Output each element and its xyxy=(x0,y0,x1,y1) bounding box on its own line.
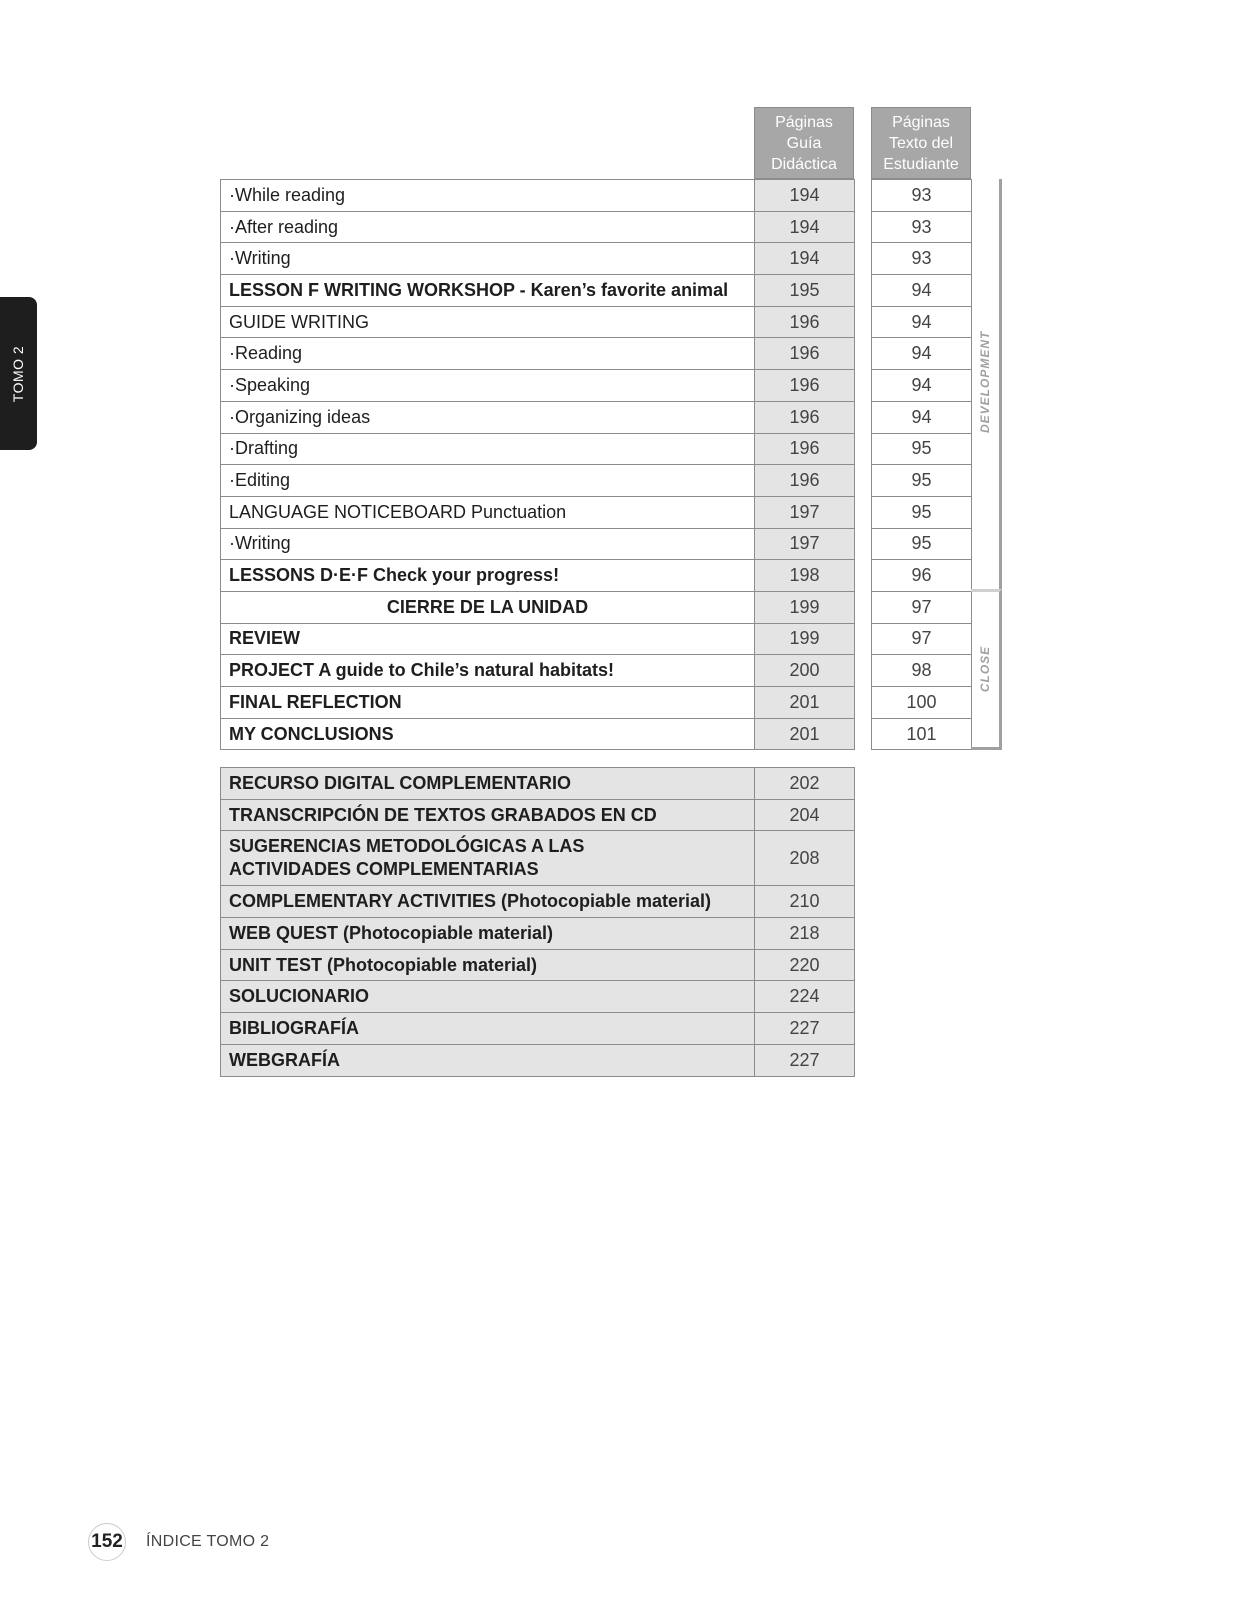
table-row xyxy=(221,1013,855,1045)
column-gap xyxy=(855,211,872,243)
guia-page: 224 xyxy=(755,981,855,1013)
guia-page: 202 xyxy=(755,768,855,800)
entry-label: UNIT TEST (Photocopiable material) xyxy=(221,949,755,981)
entry-label: BIBLIOGRAFÍA xyxy=(221,1013,755,1045)
header-paginas-texto-estudiante xyxy=(871,107,971,179)
texto-page: 96 xyxy=(872,560,972,592)
entry-label: GUIDE WRITING xyxy=(221,306,755,338)
texto-page: 93 xyxy=(872,180,972,212)
table-row xyxy=(221,243,972,275)
guia-page: 196 xyxy=(755,401,855,433)
footer-title: ÍNDICE TOMO 2 xyxy=(146,1533,270,1550)
guia-page: 210 xyxy=(755,886,855,918)
table-row xyxy=(221,465,972,497)
table-row xyxy=(221,718,972,750)
table-row xyxy=(221,591,972,623)
entry-label: MY CONCLUSIONS xyxy=(221,718,755,750)
side-tab-label: TOMO 2 xyxy=(10,345,27,402)
entry-label: LESSONS D·E·F Check your progress! xyxy=(221,560,755,592)
guia-page: 201 xyxy=(755,687,855,719)
column-gap xyxy=(855,718,872,750)
column-gap xyxy=(855,687,872,719)
entry-label: ·After reading xyxy=(221,211,755,243)
entry-label-line: ACTIVIDADES COMPLEMENTARIAS xyxy=(229,859,539,880)
texto-page: 95 xyxy=(872,433,972,465)
page-footer xyxy=(88,1523,269,1561)
guia-page: 196 xyxy=(755,465,855,497)
table-row xyxy=(221,918,855,950)
table-row xyxy=(221,370,972,402)
index-table-resources xyxy=(220,767,855,1077)
table-row xyxy=(221,831,855,886)
entry-label: ·Speaking xyxy=(221,370,755,402)
table-row xyxy=(221,211,972,243)
texto-page: 94 xyxy=(872,306,972,338)
table-row xyxy=(221,886,855,918)
entry-label: REVIEW xyxy=(221,623,755,655)
texto-page: 97 xyxy=(872,591,972,623)
table-row xyxy=(221,1044,855,1076)
guia-page: 198 xyxy=(755,560,855,592)
column-gap xyxy=(855,655,872,687)
entry-label: CIERRE DE LA UNIDAD xyxy=(221,591,755,623)
table-row xyxy=(221,799,855,831)
development-label: DEVELOPMENT xyxy=(978,330,992,433)
header-guia-line: Páginas xyxy=(775,113,833,131)
entry-label: ·While reading xyxy=(221,180,755,212)
column-gap xyxy=(855,496,872,528)
guia-page: 197 xyxy=(755,496,855,528)
column-gap xyxy=(855,623,872,655)
table-row xyxy=(221,496,972,528)
entry-label: ·Reading xyxy=(221,338,755,370)
table-row xyxy=(221,433,972,465)
entry-label: FINAL REFLECTION xyxy=(221,687,755,719)
table-row xyxy=(221,687,972,719)
entry-label: ·Writing xyxy=(221,528,755,560)
texto-page: 94 xyxy=(872,401,972,433)
entry-label: SOLUCIONARIO xyxy=(221,981,755,1013)
guia-page: 208 xyxy=(755,831,855,886)
index-table-resources-body xyxy=(221,768,855,1077)
entry-label: WEBGRAFÍA xyxy=(221,1044,755,1076)
column-gap xyxy=(855,338,872,370)
entry-label: PROJECT A guide to Chile’s natural habitats! xyxy=(221,655,755,687)
table-row xyxy=(221,560,972,592)
texto-page: 93 xyxy=(872,243,972,275)
table-row xyxy=(221,401,972,433)
header-guia-line: Didáctica xyxy=(771,155,837,173)
table-row xyxy=(221,275,972,307)
close-label: CLOSE xyxy=(978,645,992,693)
table-row xyxy=(221,768,855,800)
column-gap xyxy=(855,560,872,592)
guia-page: 201 xyxy=(755,718,855,750)
guia-page: 199 xyxy=(755,591,855,623)
column-gap xyxy=(855,306,872,338)
guia-page: 218 xyxy=(755,918,855,950)
texto-page: 97 xyxy=(872,623,972,655)
guia-page: 194 xyxy=(755,243,855,275)
guia-page: 199 xyxy=(755,623,855,655)
header-guia-line: Guía xyxy=(786,134,822,152)
entry-label: ·Writing xyxy=(221,243,755,275)
table-row xyxy=(221,306,972,338)
header-texto-line: Texto del xyxy=(888,134,954,152)
entry-label: COMPLEMENTARY ACTIVITIES (Photocopiable material) xyxy=(221,886,755,918)
entry-label: ·Editing xyxy=(221,465,755,497)
header-paginas-guia-didactica xyxy=(754,107,854,179)
entry-label: LANGUAGE NOTICEBOARD Punctuation xyxy=(221,496,755,528)
texto-page: 101 xyxy=(872,718,972,750)
guia-page: 195 xyxy=(755,275,855,307)
texto-page: 98 xyxy=(872,655,972,687)
guia-page: 227 xyxy=(755,1044,855,1076)
entry-label: WEB QUEST (Photocopiable material) xyxy=(221,918,755,950)
table-row xyxy=(221,338,972,370)
texto-page: 100 xyxy=(872,687,972,719)
guia-page: 200 xyxy=(755,655,855,687)
column-gap xyxy=(855,401,872,433)
texto-page: 94 xyxy=(872,370,972,402)
texto-page: 95 xyxy=(872,496,972,528)
table-row xyxy=(221,528,972,560)
texto-page: 94 xyxy=(872,338,972,370)
texto-page: 95 xyxy=(872,528,972,560)
header-texto-line: Estudiante xyxy=(883,155,959,173)
column-gap xyxy=(855,591,872,623)
guia-page: 194 xyxy=(755,180,855,212)
entry-label: LESSON F WRITING WORKSHOP - Karen’s favorite animal xyxy=(221,275,755,307)
entry-label: ·Organizing ideas xyxy=(221,401,755,433)
column-gap xyxy=(855,465,872,497)
texto-page: 93 xyxy=(872,211,972,243)
index-table-main-body xyxy=(221,180,972,750)
guia-page: 196 xyxy=(755,433,855,465)
texto-page: 95 xyxy=(872,465,972,497)
guia-page: 220 xyxy=(755,949,855,981)
entry-label: ·Drafting xyxy=(221,433,755,465)
entry-label: RECURSO DIGITAL COMPLEMENTARIO xyxy=(221,768,755,800)
guia-page: 197 xyxy=(755,528,855,560)
column-gap xyxy=(855,433,872,465)
column-gap xyxy=(855,243,872,275)
guia-page: 196 xyxy=(755,338,855,370)
entry-label: TRANSCRIPCIÓN DE TEXTOS GRABADOS EN CD xyxy=(221,799,755,831)
column-gap xyxy=(855,275,872,307)
page-number: 152 xyxy=(88,1523,126,1561)
index-table-main xyxy=(220,179,972,750)
table-row xyxy=(221,655,972,687)
table-row xyxy=(221,949,855,981)
column-gap xyxy=(855,180,872,212)
guia-page: 227 xyxy=(755,1013,855,1045)
table-row xyxy=(221,981,855,1013)
texto-page: 94 xyxy=(872,275,972,307)
entry-label-line: SUGERENCIAS METODOLÓGICAS A LAS xyxy=(229,836,585,857)
guia-page: 196 xyxy=(755,370,855,402)
column-gap xyxy=(855,528,872,560)
guia-page: 196 xyxy=(755,306,855,338)
guia-page: 204 xyxy=(755,799,855,831)
table-row xyxy=(221,180,972,212)
guia-page: 194 xyxy=(755,211,855,243)
column-gap xyxy=(855,370,872,402)
side-tab xyxy=(0,297,37,450)
header-texto-line: Páginas xyxy=(892,113,950,131)
table-row xyxy=(221,623,972,655)
entry-label xyxy=(221,831,755,886)
